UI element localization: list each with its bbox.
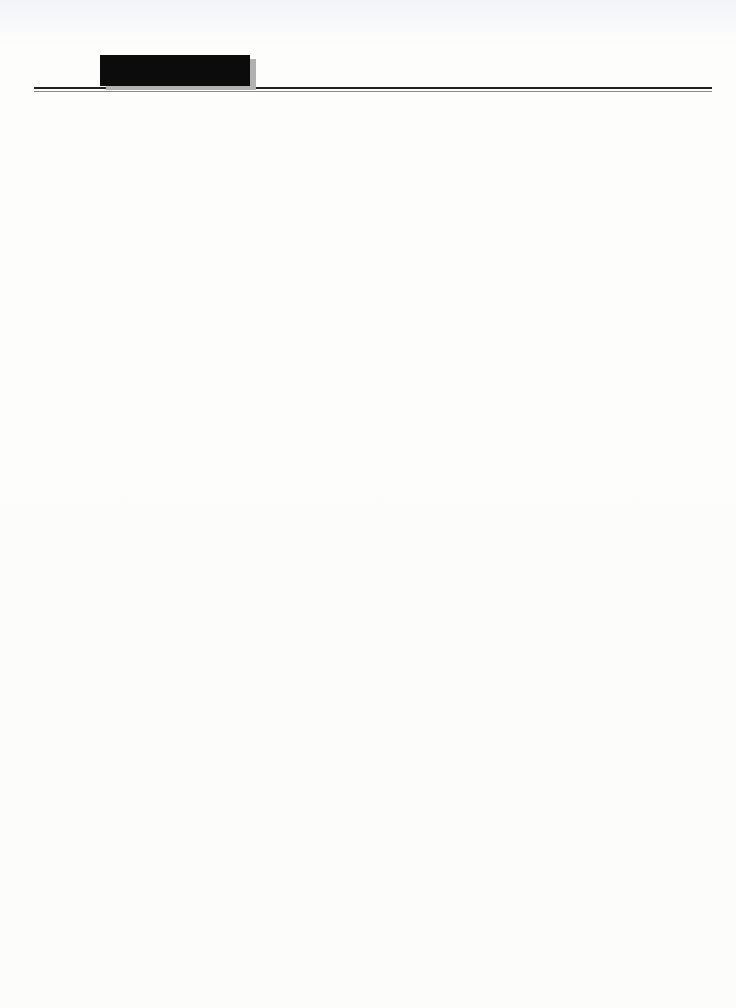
header-rule (34, 87, 712, 92)
left-column (54, 102, 379, 136)
two-column-body (0, 96, 736, 136)
page-header (0, 0, 736, 96)
figure-4-5 (389, 110, 714, 111)
right-column (389, 102, 714, 136)
column-banner (100, 55, 250, 86)
